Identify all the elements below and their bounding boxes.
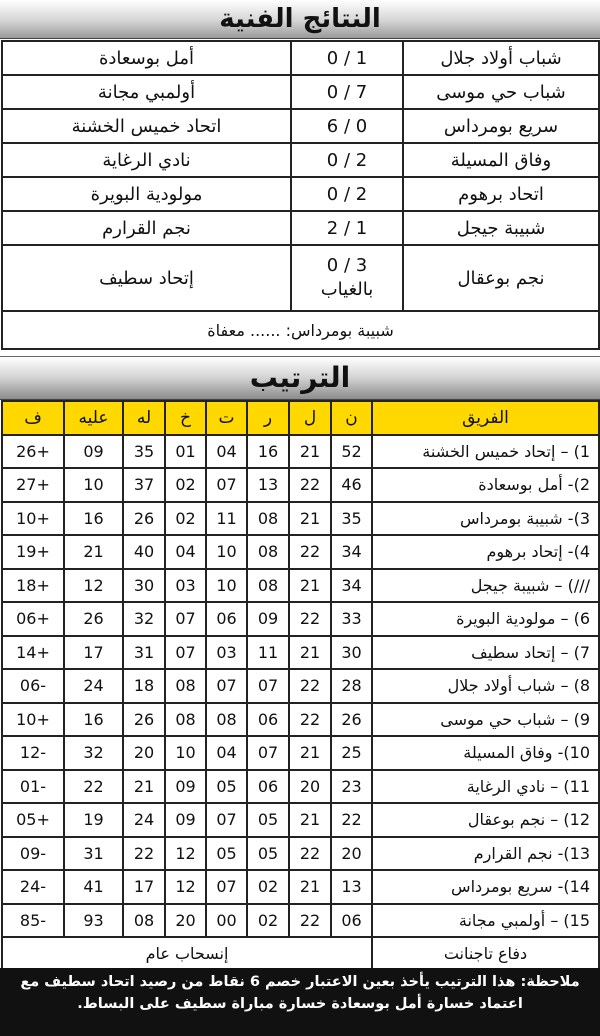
lost: 02 <box>165 468 206 502</box>
header-goals-for: له <box>123 401 165 435</box>
played: 22 <box>289 669 331 703</box>
goals-for: 26 <box>123 703 165 737</box>
header-won: ر <box>247 401 289 435</box>
won: 08 <box>247 569 289 603</box>
won: 06 <box>247 703 289 737</box>
match-row <box>2 109 599 143</box>
goal-diff: -01 <box>2 770 64 804</box>
standings-footer-row <box>2 937 599 969</box>
team-name: 11) – نادي الرغاية <box>372 770 599 804</box>
goals-for: 20 <box>123 736 165 770</box>
note-text: هذا الترتيب يأخذ بعين الاعتبار خصم 6 نقاط من رصيد اتحاد سطيف مع اعتماد خسارة أمل بوسعادة خسارة مباراة سطيف على البساط. <box>20 974 523 1012</box>
standings-row <box>2 904 599 938</box>
won: 05 <box>247 803 289 837</box>
lost: 04 <box>165 535 206 569</box>
goals-against: 26 <box>64 602 123 636</box>
won: 13 <box>247 468 289 502</box>
points: 20 <box>331 837 372 871</box>
standings-row <box>2 870 599 904</box>
header-points: ن <box>331 401 372 435</box>
standings-row <box>2 703 599 737</box>
points: 26 <box>331 703 372 737</box>
team-name: 7) – إتحاد سطيف <box>372 636 599 670</box>
match-score: 3 / 0 <box>326 255 368 276</box>
goal-diff: +06 <box>2 602 64 636</box>
team-name: 13)- نجم القرارم <box>372 837 599 871</box>
standings-row <box>2 535 599 569</box>
played: 21 <box>289 736 331 770</box>
team-name: 12) – نجم بوعقال <box>372 803 599 837</box>
goal-diff: -12 <box>2 736 64 770</box>
points: 28 <box>331 669 372 703</box>
match-row <box>2 41 599 75</box>
home-team: سريع بومرداس <box>403 109 599 143</box>
won: 07 <box>247 736 289 770</box>
lost: 02 <box>165 502 206 536</box>
lost: 01 <box>165 435 206 469</box>
away-team: اتحاد خميس الخشنة <box>2 109 291 143</box>
team-name: 14)- سريع بومرداس <box>372 870 599 904</box>
drawn: 07 <box>206 468 247 502</box>
bye-row <box>2 311 599 349</box>
standings-row <box>2 569 599 603</box>
drawn: 07 <box>206 669 247 703</box>
goal-diff: -85 <box>2 904 64 938</box>
goal-diff: +26 <box>2 435 64 469</box>
won: 02 <box>247 904 289 938</box>
match-score: 2 / 0 <box>291 143 403 177</box>
standings-row <box>2 502 599 536</box>
played: 21 <box>289 870 331 904</box>
goal-diff: +27 <box>2 468 64 502</box>
drawn: 08 <box>206 703 247 737</box>
goal-diff: +10 <box>2 502 64 536</box>
header-goal-diff: ف <box>2 401 64 435</box>
goal-diff: -06 <box>2 669 64 703</box>
team-name: 6) – مولودية البويرة <box>372 602 599 636</box>
standings-note <box>0 968 600 1036</box>
team-name: 15) – أولمبي مجانة <box>372 904 599 938</box>
won: 06 <box>247 770 289 804</box>
drawn: 04 <box>206 435 247 469</box>
standings-row <box>2 669 599 703</box>
home-team: شباب حي موسى <box>403 75 599 109</box>
played: 21 <box>289 435 331 469</box>
goal-diff: +18 <box>2 569 64 603</box>
lost: 08 <box>165 703 206 737</box>
played: 21 <box>289 569 331 603</box>
goals-for: 26 <box>123 502 165 536</box>
bye-note: شبيبة بومرداس: ...... معفاة <box>2 311 599 349</box>
played: 20 <box>289 770 331 804</box>
goals-against: 19 <box>64 803 123 837</box>
away-team: أولمبي مجانة <box>2 75 291 109</box>
won: 16 <box>247 435 289 469</box>
standings-row <box>2 770 599 804</box>
won: 08 <box>247 502 289 536</box>
goals-against: 09 <box>64 435 123 469</box>
away-team: نجم القرارم <box>2 211 291 245</box>
match-score: 0 / 6 <box>291 109 403 143</box>
goals-against: 21 <box>64 535 123 569</box>
lost: 07 <box>165 602 206 636</box>
match-score: 2 / 0 <box>291 177 403 211</box>
goal-diff: +14 <box>2 636 64 670</box>
lost: 09 <box>165 803 206 837</box>
goals-against: 12 <box>64 569 123 603</box>
goal-diff: -24 <box>2 870 64 904</box>
match-row <box>2 177 599 211</box>
home-team: نجم بوعقال <box>403 245 599 311</box>
played: 22 <box>289 837 331 871</box>
lost: 12 <box>165 837 206 871</box>
goal-diff: +10 <box>2 703 64 737</box>
standings-row <box>2 468 599 502</box>
won: 02 <box>247 870 289 904</box>
results-table <box>1 40 600 350</box>
goals-for: 22 <box>123 837 165 871</box>
header-lost: خ <box>165 401 206 435</box>
standings-row <box>2 435 599 469</box>
drawn: 05 <box>206 770 247 804</box>
home-team: اتحاد برهوم <box>403 177 599 211</box>
goals-for: 31 <box>123 636 165 670</box>
lost: 03 <box>165 569 206 603</box>
team-name: 3)- شبيبة بومرداس <box>372 502 599 536</box>
drawn: 10 <box>206 535 247 569</box>
goals-against: 32 <box>64 736 123 770</box>
goals-for: 24 <box>123 803 165 837</box>
team-name: 8) – شباب أولاد جلال <box>372 669 599 703</box>
goals-against: 16 <box>64 502 123 536</box>
away-team: أمل بوسعادة <box>2 41 291 75</box>
drawn: 06 <box>206 602 247 636</box>
standings-row <box>2 803 599 837</box>
goals-for: 37 <box>123 468 165 502</box>
won: 09 <box>247 602 289 636</box>
points: 23 <box>331 770 372 804</box>
played: 21 <box>289 803 331 837</box>
drawn: 00 <box>206 904 247 938</box>
score-note: بالغياب <box>320 279 374 300</box>
away-team: إتحاد سطيف <box>2 245 291 311</box>
lost: 10 <box>165 736 206 770</box>
lost: 08 <box>165 669 206 703</box>
drawn: 07 <box>206 803 247 837</box>
goals-for: 35 <box>123 435 165 469</box>
standings-row <box>2 837 599 871</box>
points: 30 <box>331 636 372 670</box>
won: 11 <box>247 636 289 670</box>
results-title: النتائج الفنية <box>0 0 600 39</box>
lost: 09 <box>165 770 206 804</box>
standings-header-row <box>2 401 599 435</box>
standings-body <box>2 435 599 938</box>
goals-for: 40 <box>123 535 165 569</box>
won: 05 <box>247 837 289 871</box>
drawn: 10 <box>206 569 247 603</box>
away-team: نادي الرغاية <box>2 143 291 177</box>
standings-title: الترتيب <box>0 356 600 400</box>
footer-withdrawal-note: إنسحاب عام <box>2 937 372 969</box>
team-name: 1) – إتحاد خميس الخشنة <box>372 435 599 469</box>
goals-against: 41 <box>64 870 123 904</box>
drawn: 11 <box>206 502 247 536</box>
drawn: 04 <box>206 736 247 770</box>
points: 33 <box>331 602 372 636</box>
goal-diff: +19 <box>2 535 64 569</box>
played: 22 <box>289 468 331 502</box>
match-score: 1 / 0 <box>291 41 403 75</box>
match-score: 1 / 2 <box>291 211 403 245</box>
played: 21 <box>289 502 331 536</box>
goals-against: 31 <box>64 837 123 871</box>
match-row <box>2 245 599 311</box>
drawn: 05 <box>206 837 247 871</box>
goals-against: 22 <box>64 770 123 804</box>
goals-against: 16 <box>64 703 123 737</box>
points: 35 <box>331 502 372 536</box>
goal-diff: +05 <box>2 803 64 837</box>
team-name: 9) – شباب حي موسى <box>372 703 599 737</box>
lost: 12 <box>165 870 206 904</box>
standings-row <box>2 736 599 770</box>
points: 46 <box>331 468 372 502</box>
points: 13 <box>331 870 372 904</box>
match-row <box>2 143 599 177</box>
match-row <box>2 211 599 245</box>
drawn: 03 <box>206 636 247 670</box>
goals-for: 30 <box>123 569 165 603</box>
away-team: مولودية البويرة <box>2 177 291 211</box>
lost: 20 <box>165 904 206 938</box>
home-team: شباب أولاد جلال <box>403 41 599 75</box>
goals-for: 21 <box>123 770 165 804</box>
team-name: 10)- وفاق المسيلة <box>372 736 599 770</box>
header-drawn: ت <box>206 401 247 435</box>
header-team: الفريق <box>372 401 599 435</box>
played: 22 <box>289 535 331 569</box>
team-name: 2)- أمل بوسعادة <box>372 468 599 502</box>
drawn: 07 <box>206 870 247 904</box>
header-goals-against: عليه <box>64 401 123 435</box>
team-name: 4)- إتحاد برهوم <box>372 535 599 569</box>
played: 21 <box>289 636 331 670</box>
points: 25 <box>331 736 372 770</box>
goals-against: 93 <box>64 904 123 938</box>
footer-withdrawn-team: دفاع تاجنانت <box>372 937 599 969</box>
standings-row <box>2 636 599 670</box>
goals-for: 17 <box>123 870 165 904</box>
points: 34 <box>331 535 372 569</box>
home-team: شبيبة جيجل <box>403 211 599 245</box>
goals-against: 17 <box>64 636 123 670</box>
standings-row <box>2 602 599 636</box>
standings-table <box>1 400 600 970</box>
played: 22 <box>289 602 331 636</box>
goals-against: 10 <box>64 468 123 502</box>
points: 06 <box>331 904 372 938</box>
match-row <box>2 75 599 109</box>
lost: 07 <box>165 636 206 670</box>
played: 22 <box>289 904 331 938</box>
points: 22 <box>331 803 372 837</box>
header-played: ل <box>289 401 331 435</box>
match-score: 7 / 0 <box>291 75 403 109</box>
won: 07 <box>247 669 289 703</box>
note-label: ملاحظة: <box>520 974 580 990</box>
team-name: ///) – شبيبة جيجل <box>372 569 599 603</box>
goals-for: 18 <box>123 669 165 703</box>
won: 08 <box>247 535 289 569</box>
points: 52 <box>331 435 372 469</box>
goals-for: 32 <box>123 602 165 636</box>
home-team: وفاق المسيلة <box>403 143 599 177</box>
points: 34 <box>331 569 372 603</box>
goal-diff: -09 <box>2 837 64 871</box>
match-score-cell <box>291 245 403 311</box>
goals-for: 08 <box>123 904 165 938</box>
goals-against: 24 <box>64 669 123 703</box>
played: 22 <box>289 703 331 737</box>
